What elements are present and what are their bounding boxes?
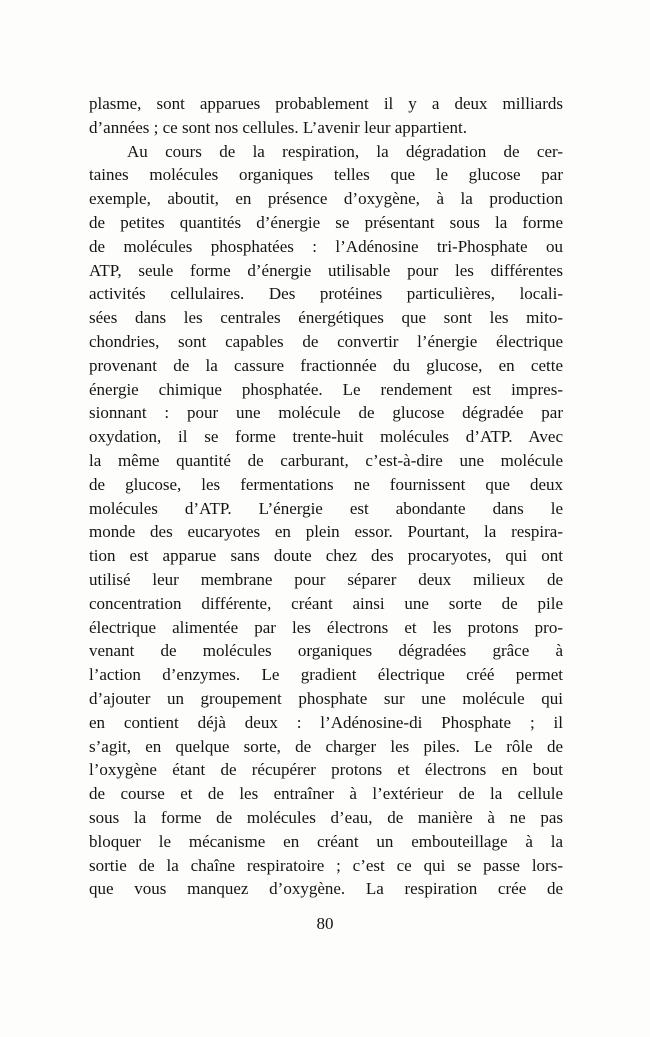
text-line: de glucose, les fermentations ne fournissent que deux xyxy=(89,474,563,494)
text-line: énergie chimique phosphatée. Le rendement est impres- xyxy=(89,379,563,399)
text-line: électrique alimentée par les électrons et les protons pro- xyxy=(89,617,563,637)
text-line: molécules d’ATP. L’énergie est abondante dans le xyxy=(89,498,563,518)
text-line: venant de molécules organiques dégradées grâce à xyxy=(89,641,563,661)
text-line: la même quantité de carburant, c’est-à-dire une molécule xyxy=(89,450,563,470)
text-line: l’oxygène étant de récupérer protons et électrons en bout xyxy=(89,760,563,780)
text-line: sortie de la chaîne respiratoire ; c’est ce qui se passe lors- xyxy=(89,855,563,875)
text-line: sous la forme de molécules d’eau, de manière à ne pas xyxy=(89,807,563,827)
text-line: d’ajouter un groupement phosphate sur une molécule qui xyxy=(89,688,563,708)
text-line: plasme, sont apparues probablement il y a deux milliards xyxy=(89,94,563,113)
text-block xyxy=(89,92,563,901)
page-number: 80 xyxy=(316,914,334,933)
text-line: en contient déjà deux : l’Adénosine-di Phosphate ; il xyxy=(89,712,563,732)
text-line: bloquer le mécanisme en créant un embouteillage à la xyxy=(89,831,563,851)
text-line: tion est apparue sans doute chez des procaryotes, qui ont xyxy=(89,546,563,566)
text-line: provenant de la cassure fractionnée du glucose, en cette xyxy=(89,355,563,375)
text-line: sées dans les centrales énergétiques que sont les mito- xyxy=(89,308,563,328)
text-line: concentration différente, créant ainsi une sorte de pile xyxy=(89,593,563,613)
text-line: de petites quantités d’énergie se présentant sous la forme xyxy=(89,212,563,232)
text-line: utilisé leur membrane pour séparer deux milieux de xyxy=(89,569,563,589)
text-line: sionnant : pour une molécule de glucose dégradée par xyxy=(89,403,563,423)
text-line: de molécules phosphatées : l’Adénosine tri-Phosphate ou xyxy=(89,236,563,256)
text-line: Au cours de la respiration, la dégradation de cer- xyxy=(127,141,563,161)
text-line: chondries, sont capables de convertir l’énergie électrique xyxy=(89,331,563,351)
text-line: exemple, aboutit, en présence d’oxygène, à la production xyxy=(89,189,563,209)
text-line: s’agit, en quelque sorte, de charger les piles. Le rôle de xyxy=(89,736,563,756)
text-line: de course et de les entraîner à l’extérieur de la cellule xyxy=(89,784,563,804)
text-line: monde des eucaryotes en plein essor. Pourtant, la respira- xyxy=(89,522,563,542)
text-line: l’action d’enzymes. Le gradient électrique créé permet xyxy=(89,665,563,685)
text-line: activités cellulaires. Des protéines particulières, locali- xyxy=(89,284,563,304)
text-line: oxydation, il se forme trente-huit molécules d’ATP. Avec xyxy=(89,427,563,447)
text-line: ATP, seule forme d’énergie utilisable pour les différentes xyxy=(89,260,563,280)
text-line: taines molécules organiques telles que le glucose par xyxy=(89,165,563,185)
text-line: d’années ; ce sont nos cellules. L’avenir leur appartient. xyxy=(89,117,467,137)
text-line: que vous manquez d’oxygène. La respiration crée de xyxy=(89,879,563,899)
